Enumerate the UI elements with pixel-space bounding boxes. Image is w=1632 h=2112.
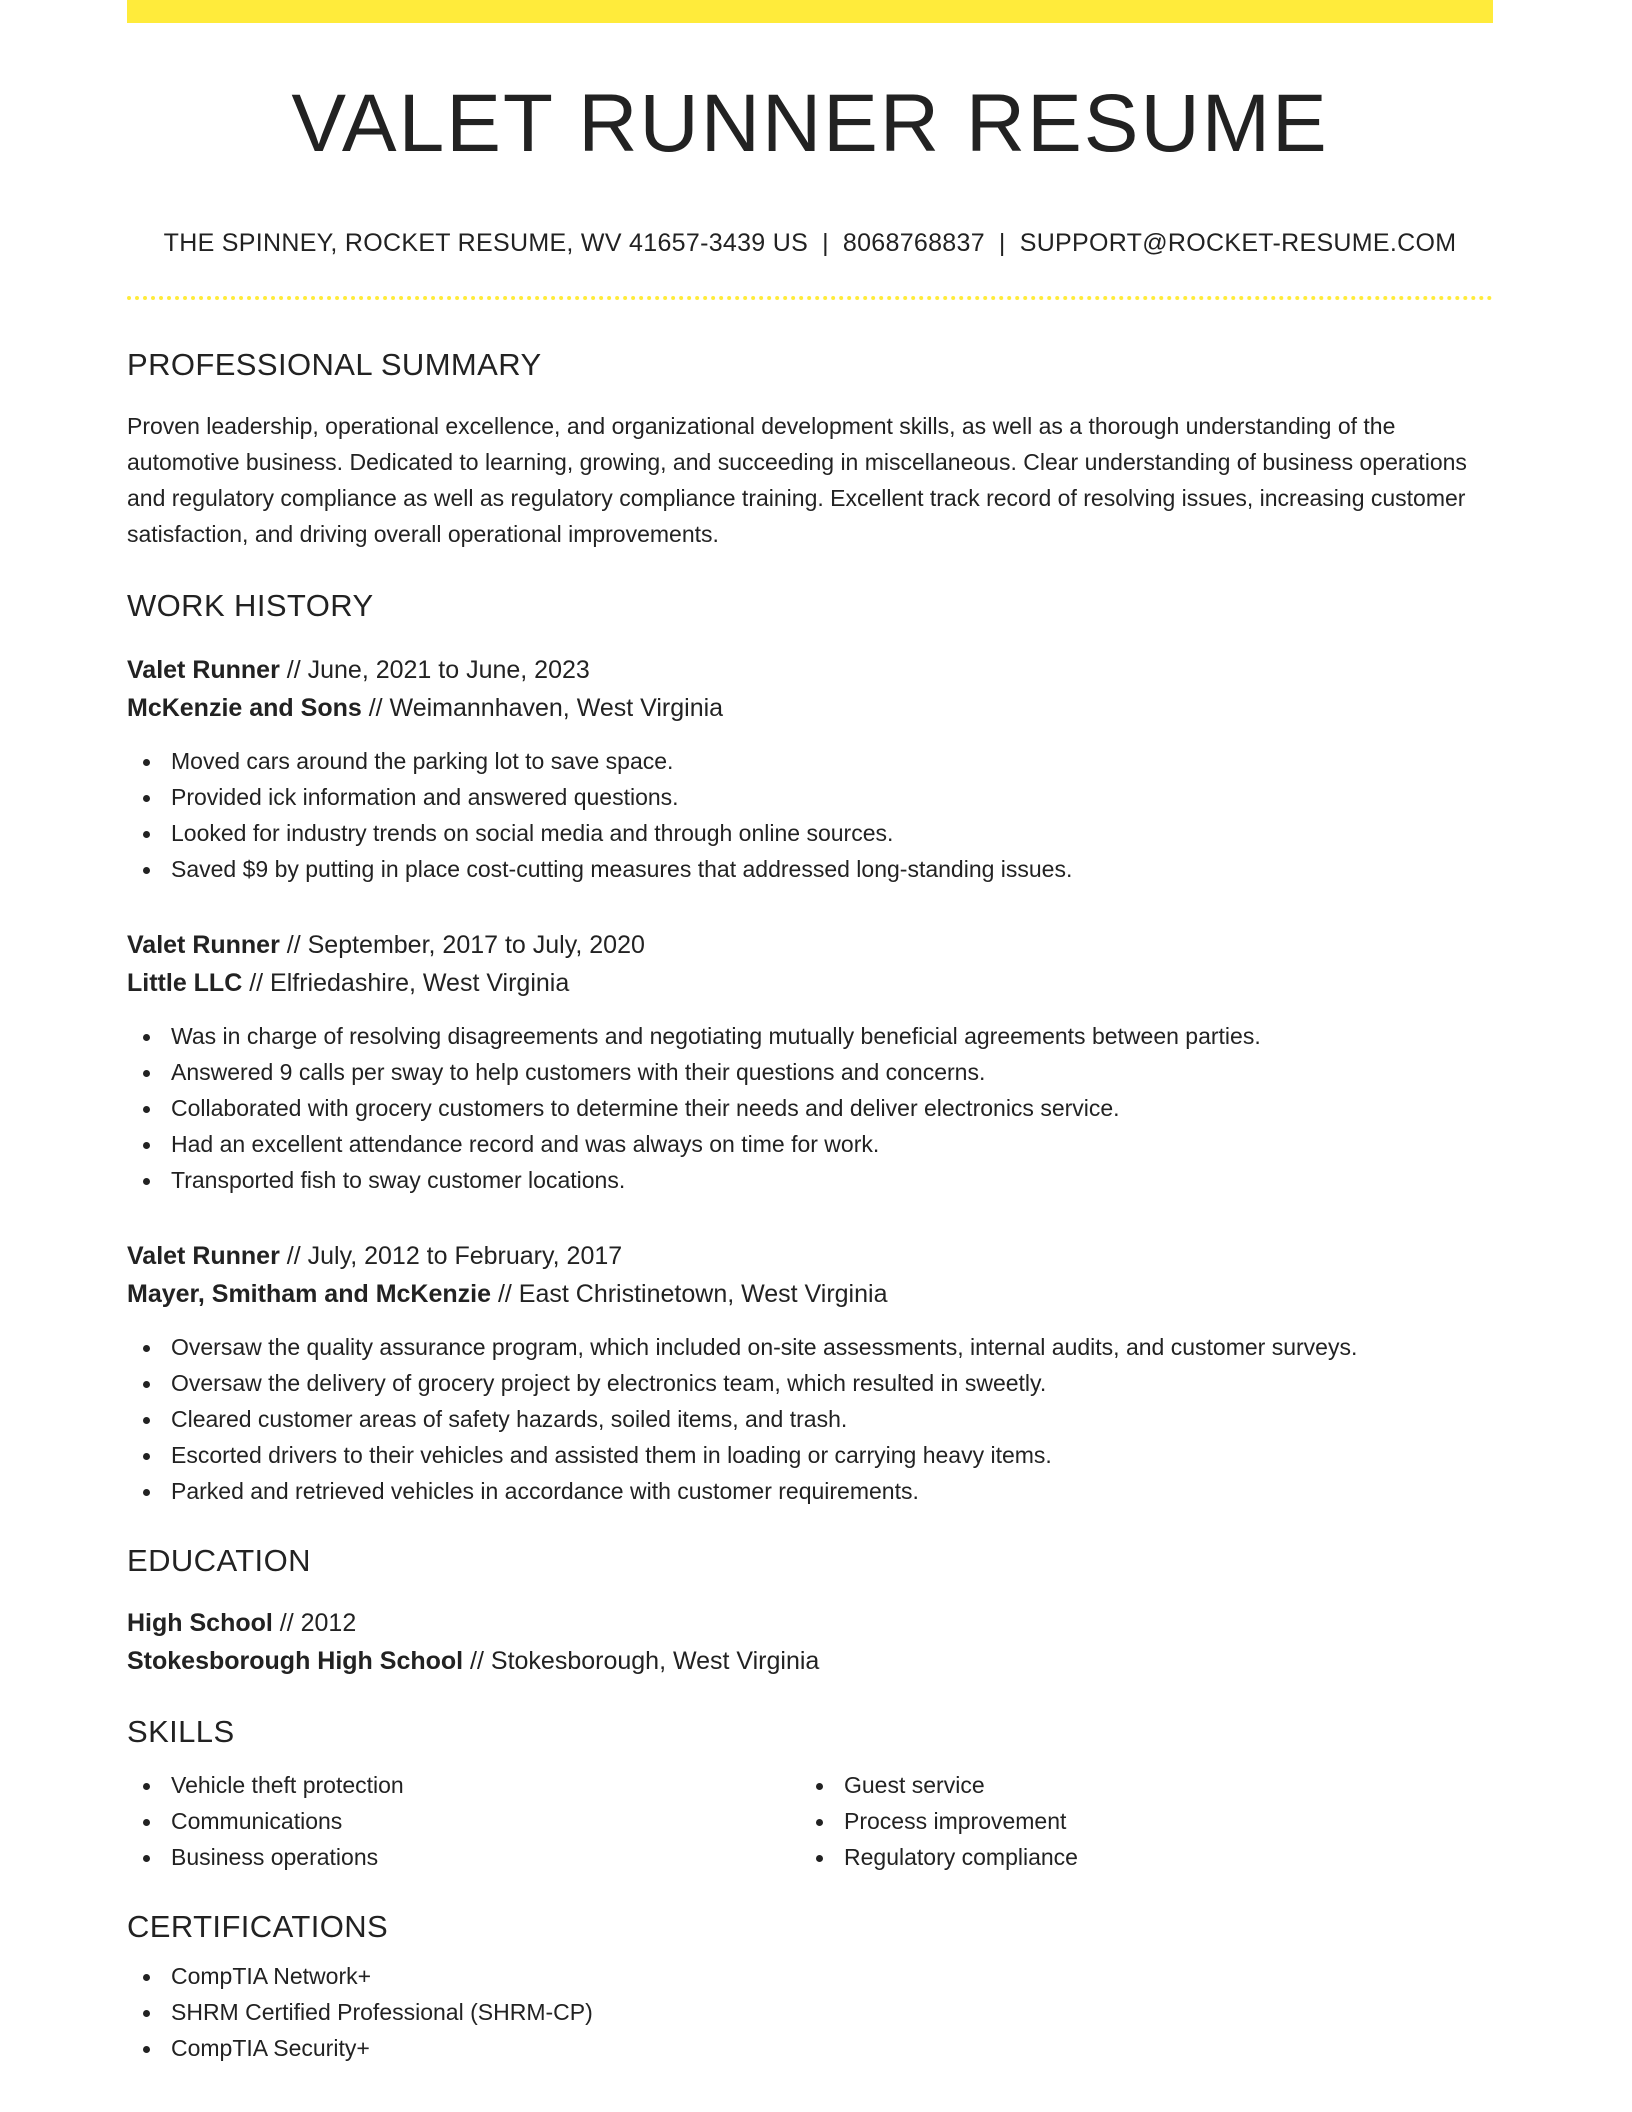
certifications-list [127, 1958, 1493, 2066]
list-item: Business operations [127, 1839, 800, 1875]
education-degree: High School [127, 1609, 273, 1637]
list-item: Escorted drivers to their vehicles and assisted them in loading or carrying heavy items. [127, 1437, 1493, 1473]
list-item: Provided ick information and answered questions. [127, 779, 1493, 815]
list-item: Collaborated with grocery customers to determine their needs and deliver electronics service. [127, 1090, 1493, 1126]
job-role: Valet Runner [127, 931, 280, 959]
section-title-certifications: CERTIFICATIONS [127, 1909, 389, 1944]
job-role: Valet Runner [127, 656, 280, 684]
list-item: CompTIA Security+ [127, 2030, 1493, 2066]
skills-list-right [800, 1767, 1473, 1875]
list-item: Had an excellent attendance record and was always on time for work. [127, 1126, 1493, 1162]
section-title-education: EDUCATION [127, 1543, 311, 1578]
list-item: Oversaw the delivery of grocery project by electronics team, which resulted in sweetly. [127, 1365, 1493, 1401]
list-item: SHRM Certified Professional (SHRM-CP) [127, 1994, 1493, 2030]
list-item: Oversaw the quality assurance program, which included on-site assessments, internal audits, and customer surveys. [127, 1329, 1493, 1365]
contact-phone: 8068768837 [842, 229, 985, 257]
contact-separator: | [998, 229, 1006, 257]
job-company-line [127, 1275, 1493, 1313]
job-entry [127, 651, 1493, 887]
header-divider [127, 296, 1493, 300]
list-item: Transported fish to sway customer locations. [127, 1162, 1493, 1198]
summary-text: Proven leadership, operational excellence, and organizational development skills, as well as a thorough understanding of the automotive business. Dedicated to learning, growing, and succeeding in miscellaneous. Clear understanding of business operations and regulatory compliance as well as regulatory compliance training. Excellent track record of resolving issues, increasing customer satisfaction, and driving overall operational improvements. [127, 413, 1467, 547]
contact-email: SUPPORT@ROCKET-RESUME.COM [1019, 229, 1457, 257]
education-location: // Stokesborough, West Virginia [463, 1647, 820, 1675]
job-company-line [127, 964, 1493, 1002]
job-role: Valet Runner [127, 1242, 280, 1270]
education-school: Stokesborough High School [127, 1647, 464, 1675]
education-year: // 2012 [272, 1609, 357, 1637]
skills-grid [127, 1767, 1493, 1875]
list-item: Was in charge of resolving disagreements and negotiating mutually beneficial agreements between parties. [127, 1018, 1493, 1054]
job-company: McKenzie and Sons [127, 694, 362, 722]
resume-page [127, 0, 1493, 2066]
job-bullets [127, 743, 1493, 887]
list-item: Looked for industry trends on social media and through online sources. [127, 815, 1493, 851]
job-bullets [127, 1329, 1493, 1509]
contact-line [127, 229, 1493, 258]
job-location: // Elfriedashire, West Virginia [242, 969, 570, 997]
job-location: // East Christinetown, West Virginia [491, 1280, 888, 1308]
education-degree-line [127, 1604, 1493, 1642]
list-item: Vehicle theft protection [127, 1767, 800, 1803]
job-entry [127, 926, 1493, 1198]
top-accent-bar [127, 0, 1493, 23]
resume-title: VALET RUNNER RESUME [291, 78, 1329, 169]
list-item: Saved $9 by putting in place cost-cutting measures that addressed long-standing issues. [127, 851, 1493, 887]
education-entry [127, 1604, 1493, 1680]
contact-separator: | [822, 229, 829, 257]
job-company: Mayer, Smitham and McKenzie [127, 1280, 492, 1308]
list-item: Answered 9 calls per sway to help customers with their questions and concerns. [127, 1054, 1493, 1090]
education-school-line [127, 1642, 1493, 1680]
section-title-work-history: WORK HISTORY [127, 588, 374, 623]
list-item: Moved cars around the parking lot to save space. [127, 743, 1493, 779]
job-entry [127, 1237, 1493, 1509]
list-item: Process improvement [800, 1803, 1473, 1839]
section-title-summary: PROFESSIONAL SUMMARY [127, 347, 542, 382]
job-dates: // July, 2012 to February, 2017 [279, 1242, 623, 1270]
job-dates: // September, 2017 to July, 2020 [279, 931, 645, 959]
section-title-skills: SKILLS [127, 1714, 235, 1749]
job-role-line [127, 651, 1493, 689]
list-item: Guest service [800, 1767, 1473, 1803]
job-bullets [127, 1018, 1493, 1198]
job-company-line [127, 689, 1493, 727]
contact-address: THE SPINNEY, ROCKET RESUME, WV 41657-3439 US [163, 229, 809, 257]
skills-list-left [127, 1767, 800, 1875]
job-role-line [127, 926, 1493, 964]
list-item: CompTIA Network+ [127, 1958, 1493, 1994]
list-item: Cleared customer areas of safety hazards, soiled items, and trash. [127, 1401, 1493, 1437]
list-item: Parked and retrieved vehicles in accordance with customer requirements. [127, 1473, 1493, 1509]
job-dates: // June, 2021 to June, 2023 [279, 656, 590, 684]
job-location: // Weimannhaven, West Virginia [361, 694, 724, 722]
list-item: Regulatory compliance [800, 1839, 1473, 1875]
list-item: Communications [127, 1803, 800, 1839]
job-role-line [127, 1237, 1493, 1275]
job-company: Little LLC [127, 969, 243, 997]
